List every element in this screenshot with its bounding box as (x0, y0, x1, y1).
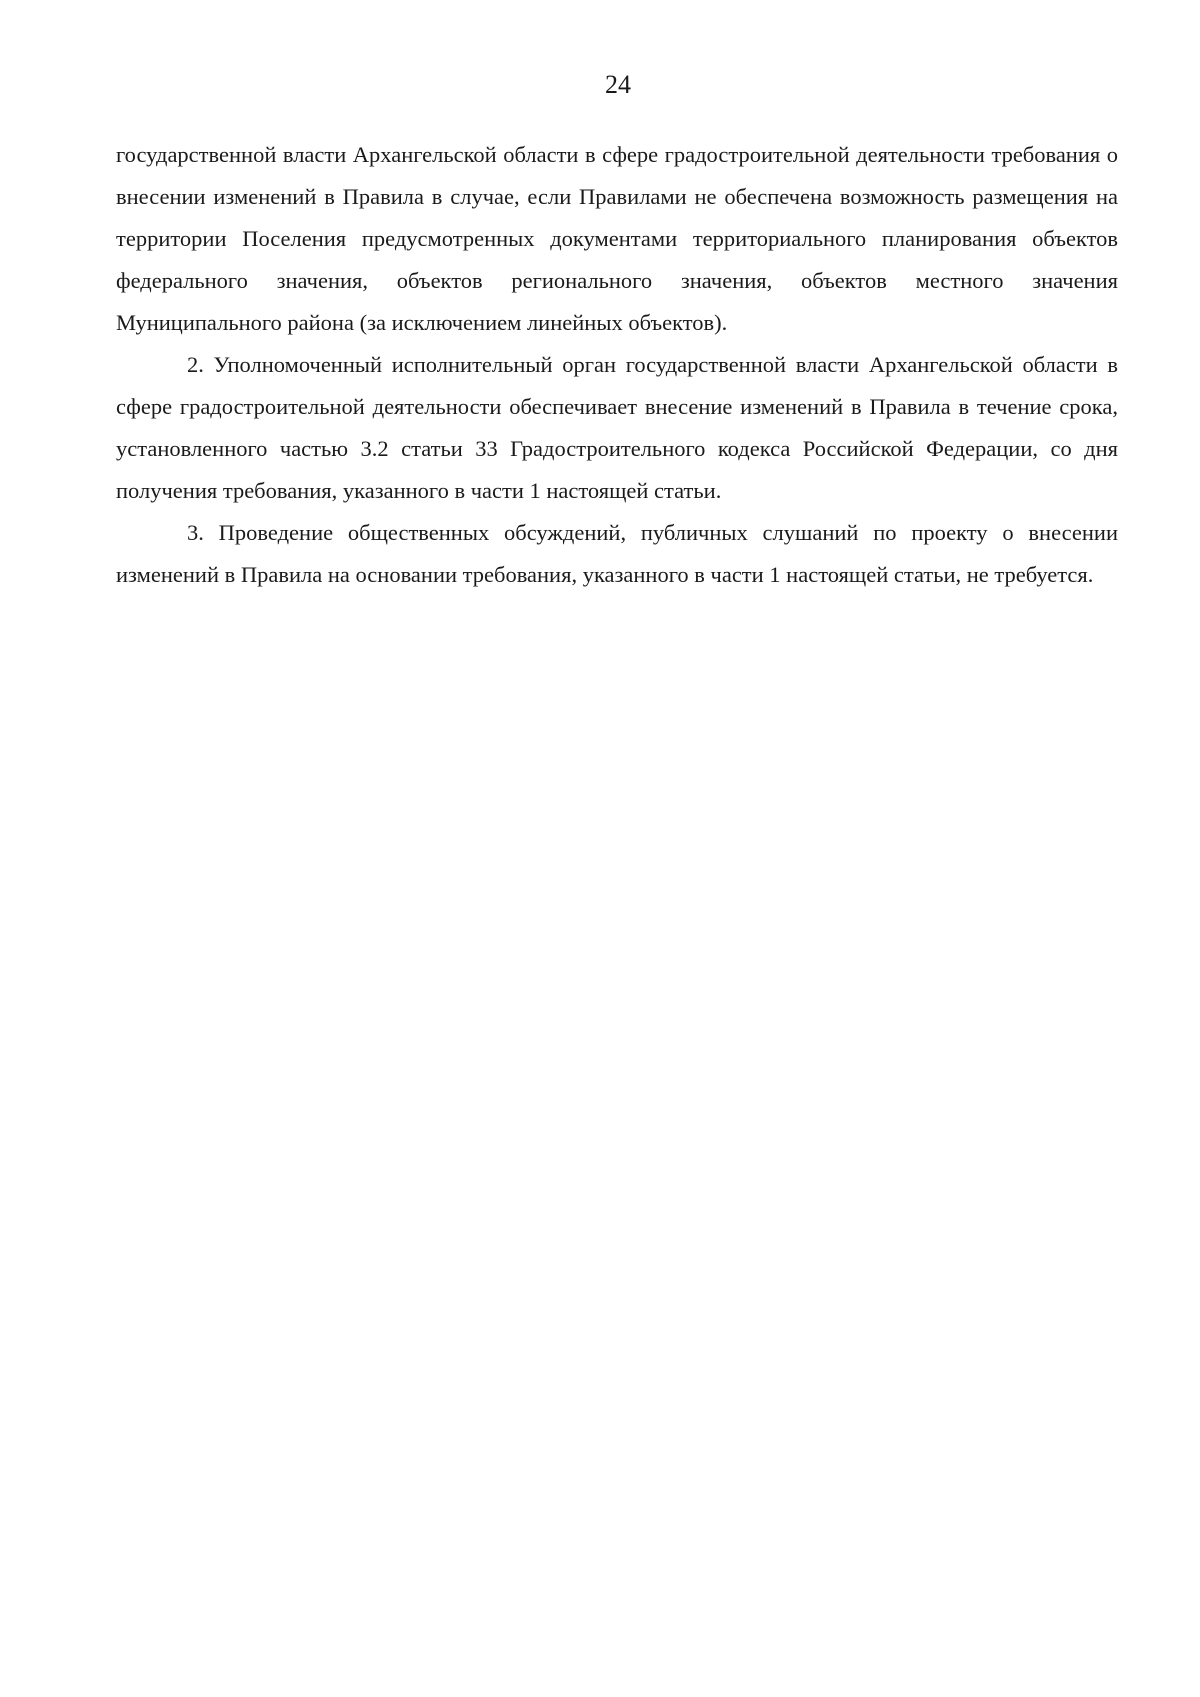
document-body (116, 134, 1118, 596)
page-number: 24 (605, 70, 631, 99)
paragraph-continuation: государственной власти Архангельской области в сфере градостроительной деятельности требования о внесении изменений в Правила в случае, если Правилами не обеспечена возможность размещения на территории Поселения предусмотренных документами территориального планирования объектов федерального значения, объектов регионального значения, объектов местного значения Муниципального района (за исключением линейных объектов). (116, 142, 1118, 335)
paragraph-item-2: 2. Уполномоченный исполнительный орган государственной власти Архангельской области в сфере градостроительной деятельности обеспечивает внесение изменений в Правила в течение срока, установленного частью 3.2 статьи 33 Градостроительного кодекса Российской Федерации, со дня получения требования, указанного в части 1 настоящей статьи. (116, 352, 1118, 503)
paragraph-item-3: 3. Проведение общественных обсуждений, публичных слушаний по проекту о внесении изменений в Правила на основании требования, указанного в части 1 настоящей статьи, не требуется. (116, 520, 1118, 587)
